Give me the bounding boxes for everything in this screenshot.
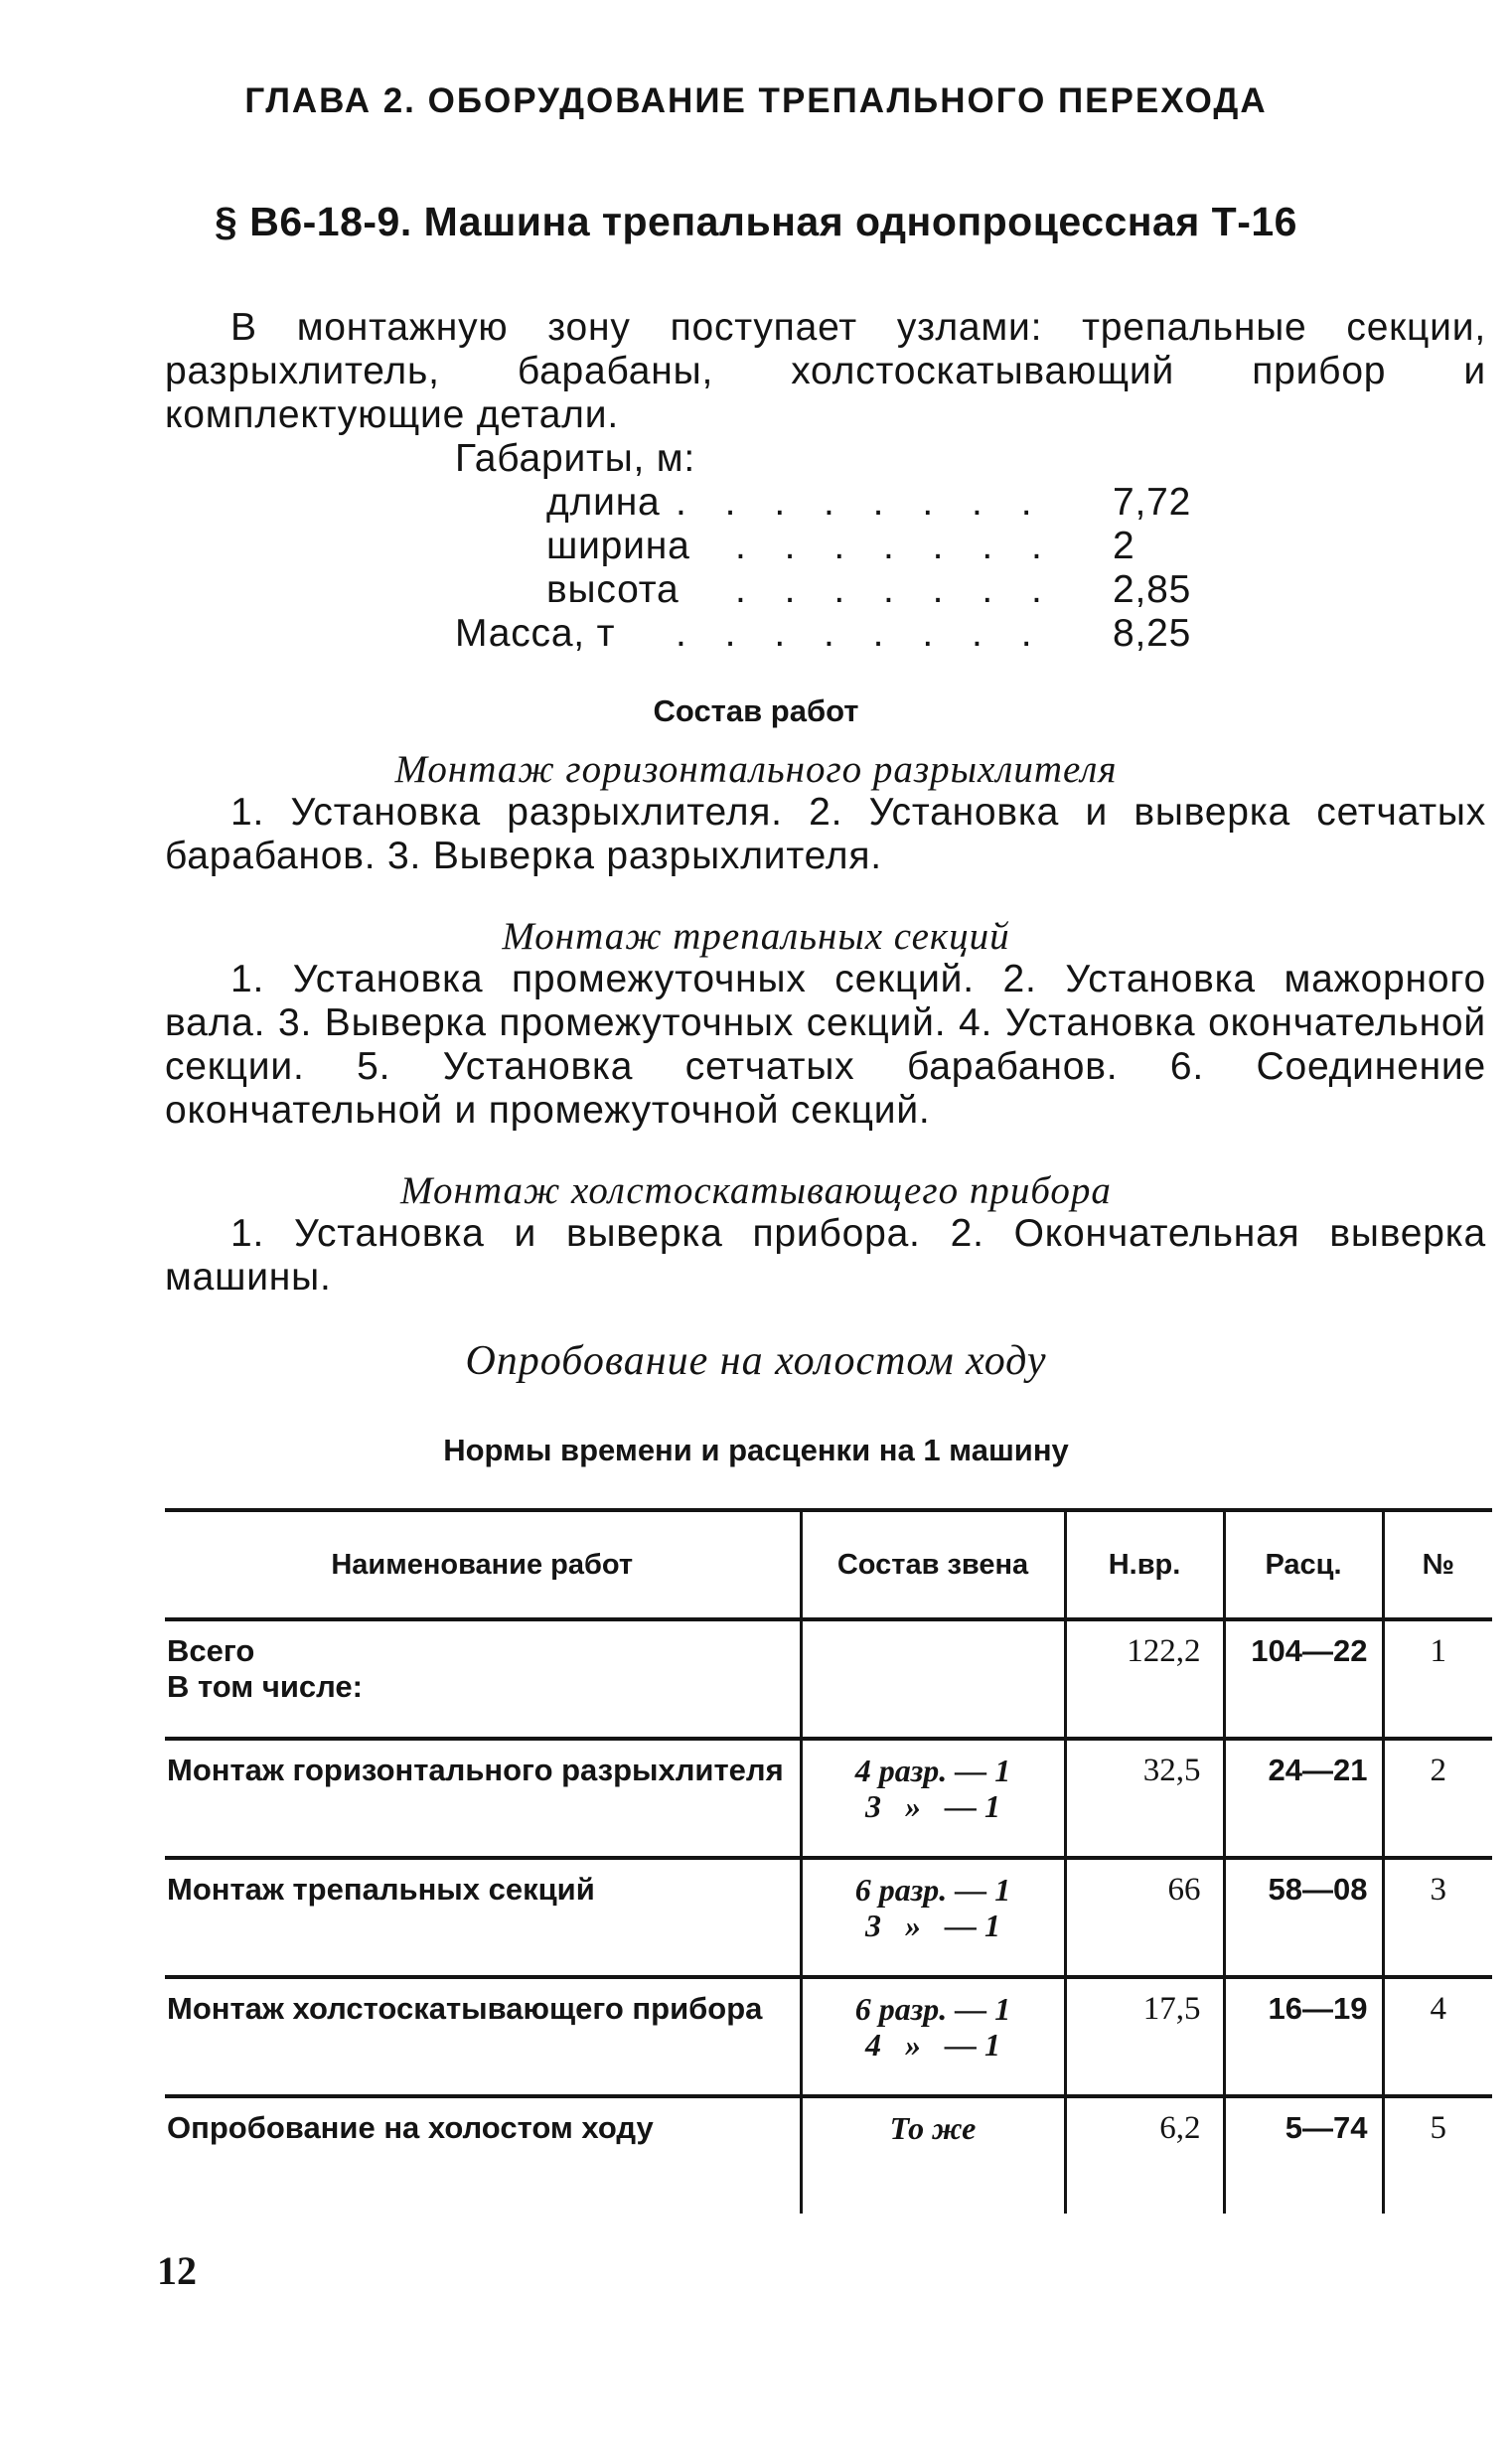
cell-name: Монтаж трепальных секций xyxy=(165,1858,801,1977)
table-row xyxy=(165,1858,1492,1977)
column-header-name: Наименование работ xyxy=(165,1510,801,1619)
norms-table xyxy=(165,1508,1492,2214)
table-row xyxy=(165,1977,1492,2096)
cell-norm: 6,2 xyxy=(1065,2096,1224,2214)
spec-height-value: 2,85 xyxy=(1113,568,1192,611)
intro-text: В монтажную зону поступает узлами: трепальные секции, разрыхлитель, барабаны, холстоскатывающий прибор и комплектующие детали. xyxy=(165,306,1486,436)
section-text-lap-device xyxy=(165,1212,1486,1300)
cell-crew: 4 разр. — 1 3 » — 1 xyxy=(801,1739,1065,1858)
spec-mass-value: 8,25 xyxy=(1113,612,1192,655)
chapter-heading: ГЛАВА 2. ОБОРУДОВАНИЕ ТРЕПАЛЬНОГО ПЕРЕХОДА xyxy=(244,81,1268,120)
dimensions-label: Габариты, м: xyxy=(455,437,696,480)
cell-crew: То же xyxy=(801,2096,1065,2214)
cell-name: Опробование на холостом ходу xyxy=(165,2096,801,2214)
table-row xyxy=(165,1739,1492,1858)
section-heading-loosener: Монтаж горизонтального разрыхлителя xyxy=(394,748,1118,791)
cell-crew: 6 разр. — 1 4 » — 1 xyxy=(801,1977,1065,2096)
spec-length-value: 7,72 xyxy=(1113,481,1192,524)
table-header-row xyxy=(165,1510,1492,1619)
column-header-norm: Н.вр. xyxy=(1065,1510,1224,1619)
table-row xyxy=(165,2096,1492,2214)
column-header-price: Расц. xyxy=(1224,1510,1383,1619)
cell-price: 24—21 xyxy=(1224,1739,1383,1858)
cell-norm: 122,2 xyxy=(1065,1619,1224,1739)
cell-name: Монтаж горизонтального разрыхлителя xyxy=(165,1739,801,1858)
cell-no: 2 xyxy=(1383,1739,1492,1858)
cell-norm: 17,5 xyxy=(1065,1977,1224,2096)
section-text: 1. Установка промежуточных секций. 2. Установка мажорного вала. 3. Выверка промежуточных секций. 4. Установка окончательной секции. 5. Установка сетчатых барабанов. 6. Соединение окончательной и промежуточной секций. xyxy=(165,958,1486,1132)
section-text-loosener xyxy=(165,791,1486,878)
leader-dots: . . . . . . . xyxy=(735,568,1056,611)
spec-width-label: ширина xyxy=(546,525,690,567)
leader-dots: . . . . . . . xyxy=(735,525,1056,567)
spec-length-label: длина xyxy=(546,481,661,524)
cell-name: Всего В том числе: xyxy=(165,1619,801,1739)
page-number: 12 xyxy=(157,2248,197,2293)
section-text-sections xyxy=(165,958,1486,1133)
table-caption: Нормы времени и расценки на 1 машину xyxy=(443,1433,1069,1467)
section-heading-test-run: Опробование на холостом ходу xyxy=(465,1338,1047,1384)
intro-paragraph xyxy=(165,306,1486,437)
column-header-crew: Состав звена xyxy=(801,1510,1065,1619)
section-text: 1. Установка разрыхлителя. 2. Установка и выверка сетчатых барабанов. 3. Выверка разрыхлителя. xyxy=(165,791,1486,877)
cell-price: 104—22 xyxy=(1224,1619,1383,1739)
spec-height-label: высота xyxy=(546,568,680,611)
cell-no: 4 xyxy=(1383,1977,1492,2096)
cell-crew: 6 разр. — 1 3 » — 1 xyxy=(801,1858,1065,1977)
section-heading-lap-device: Монтаж холстоскатывающего прибора xyxy=(400,1169,1112,1212)
works-heading: Состав работ xyxy=(653,693,859,728)
cell-no: 3 xyxy=(1383,1858,1492,1977)
cell-norm: 66 xyxy=(1065,1858,1224,1977)
spec-mass-label: Масса, т xyxy=(455,612,616,655)
cell-price: 5—74 xyxy=(1224,2096,1383,2214)
cell-crew xyxy=(801,1619,1065,1739)
cell-no: 5 xyxy=(1383,2096,1492,2214)
spec-width-value: 2 xyxy=(1113,525,1135,567)
leader-dots: . . . . . . . . xyxy=(676,612,1046,655)
cell-name: Монтаж холстоскатывающего прибора xyxy=(165,1977,801,2096)
table-row xyxy=(165,1619,1492,1739)
leader-dots: . . . . . . . . xyxy=(676,481,1046,524)
section-heading-sections: Монтаж трепальных секций xyxy=(502,915,1010,958)
section-title: § В6-18-9. Машина трепальная однопроцессная Т-16 xyxy=(215,199,1297,244)
cell-price: 16—19 xyxy=(1224,1977,1383,2096)
column-header-no: № xyxy=(1383,1510,1492,1619)
cell-no: 1 xyxy=(1383,1619,1492,1739)
cell-price: 58—08 xyxy=(1224,1858,1383,1977)
section-text: 1. Установка и выверка прибора. 2. Окончательная выверка машины. xyxy=(165,1212,1486,1299)
cell-norm: 32,5 xyxy=(1065,1739,1224,1858)
